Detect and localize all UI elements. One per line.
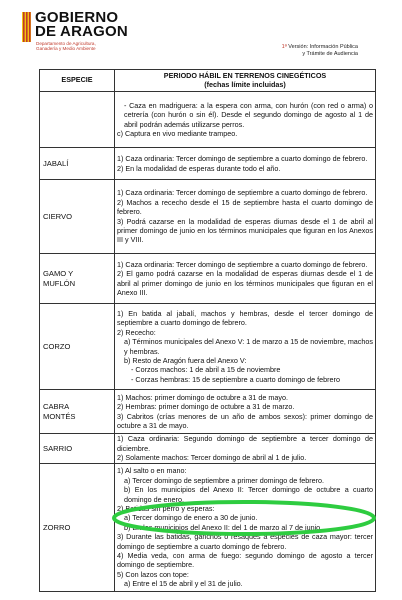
period-line: 2) Hembras: primer domingo de octubre a 31 de marzo. [117,402,295,412]
period-line: 5) Con lazos con tope: [117,569,189,579]
period-line: a) Entre el 15 de abril y el 31 de julio. [124,579,243,589]
table-header-row [40,70,376,92]
especie-cell: SARRIO [40,434,115,464]
version-note [282,44,358,58]
logo-title-line1: GOBIERNO [35,9,119,26]
periodo-cell [115,92,376,148]
period-line: 2) En la modalidad de esperas durante todo el año. [117,163,281,173]
especie-cell: ZORRO [40,464,115,592]
version-label: Versión: Información Pública [288,44,358,50]
especie-cell: CORZO [40,304,115,390]
period-line: 2) Solamente machos: Tercer domingo de abril al 1 de julio. [117,453,307,463]
periodo-cell [115,304,376,390]
especie-line1: CABRA [43,402,70,412]
period-line: a) Términos municipales del Anexo V: 1 de marzo a 15 de noviembre, machos y hembras. [124,337,373,356]
period-line: - Corzos machos: 1 de abril a 15 de noviembre [131,365,281,375]
hunting-periods-table [39,69,376,592]
table-row [40,148,376,180]
table-row [40,254,376,304]
period-line: a) Tercer domingo de septiembre a primer domingo de febrero. [124,475,325,485]
logo-department-line1: Departamento de Agricultura, [36,41,96,46]
especie-line1: GAMO Y [43,269,74,279]
especie-cell [40,390,115,434]
period-line: 3) Durante las batidas, ganchos o resaques a especies de caza mayor: tercer domingo de septiembre a cuarto domingo de febrero. [117,532,373,551]
table-row [40,180,376,254]
table-row [40,92,376,148]
period-line: - Caza en madriguera: a la espera con arma, con hurón (con red o arma) o cetrería (con hurón o sin él). Desde el segundo domingo de agosto al 1 de abril podrán además utilizarse perros. [124,100,373,129]
period-line: b) En los municipios del Anexo II: del 1 de marzo al 7 de junio. [124,522,323,532]
period-line: 1) Al salto o en mano: [117,466,187,476]
period-line: 1) Caza ordinaria: Tercer domingo de septiembre a cuarto domingo de febrero. [117,154,368,164]
period-line: - Corzas hembras: 15 de septiembre a cuarto domingo de febrero [131,374,340,384]
especie-cell: CIERVO [40,180,115,254]
period-line: a) Tercer domingo de enero a 30 de junio. [124,513,258,523]
periodo-cell [115,464,376,592]
table-row [40,304,376,390]
periodo-cell [115,390,376,434]
especie-cell: JABALÍ [40,148,115,180]
periodo-cell [115,180,376,254]
logo-department-line2: Ganadería y Medio Ambiente [36,46,96,51]
periodo-cell [115,434,376,464]
period-line: 1) Caza ordinaria: Tercer domingo de septiembre a cuarto domingo de febrero. [117,259,368,269]
especie-line2: MONTÉS [43,411,76,421]
period-line: 3) Cabritos (crías menores de un año de ambos sexos): primer domingo de octubre a 31 de mayo. [117,411,373,430]
version-subtitle: y Trámite de Audiencia [302,51,358,57]
period-line: 1) Caza ordinaria: Tercer domingo de septiembre a cuarto domingo de febrero. [117,188,368,198]
period-line: b) Resto de Aragón fuera del Anexo V: [124,355,247,365]
table-row [40,464,376,592]
period-line: 3) Podrá cazarse en la modalidad de esperas diurnas desde el 1 de abril al primer domingo de junio en los términos municipales que figuran en los Anexos III y VIII. [117,216,373,245]
periodo-header-line2: (fechas límite incluidas) [204,79,286,89]
period-line: 4) Media veda, con arma de fuego: segundo domingo de agosto a tercer domingo de septiembre. [117,551,373,570]
period-line: 1) En batida al jabalí, machos y hembras, desde el tercer domingo de septiembre a cuarto domingo de febrero. [117,308,373,328]
periodo-cell [115,148,376,180]
period-line: 2) Batidas sin perro y esperas: [117,503,215,513]
column-header-especie: ESPECIE [40,70,115,92]
period-line: b) En los municipios del Anexo II: Tercer domingo de octubre a cuarto domingo de enero. [124,485,373,504]
especie-cell [40,92,115,148]
logo-title-line2: DE ARAGON [35,23,128,40]
especie-cell [40,254,115,304]
period-line: 2) El gamo podrá cazarse en la modalidad de esperas diurnas desde el 1 de abril al primer domingo de junio en los términos municipales que figuran en el Anexo III. [117,269,373,297]
gobierno-aragon-logo [22,10,212,54]
version-number: 1ª [281,44,287,50]
period-line: 1) Caza ordinaria: Segundo domingo de septiembre a tercer domingo de diciembre. [117,434,373,453]
period-line: c) Captura en vivo mediante trampeo. [117,128,238,138]
period-line: 1) Machos: primer domingo de octubre a 31 de mayo. [117,392,288,402]
period-line: 2) Rececho: [117,327,156,337]
periodo-cell [115,254,376,304]
aragon-shield-icon [22,12,31,42]
table-row [40,390,376,434]
period-line: 2) Machos a rececho desde el 15 de septiembre hasta el cuarto domingo de febrero. [117,197,373,217]
column-header-periodo [115,70,376,92]
table-row [40,434,376,464]
especie-line2: MUFLÓN [43,278,76,288]
periodo-header-line1: PERIODO HÁBIL EN TERRENOS CINEGÉTICOS [163,71,327,80]
